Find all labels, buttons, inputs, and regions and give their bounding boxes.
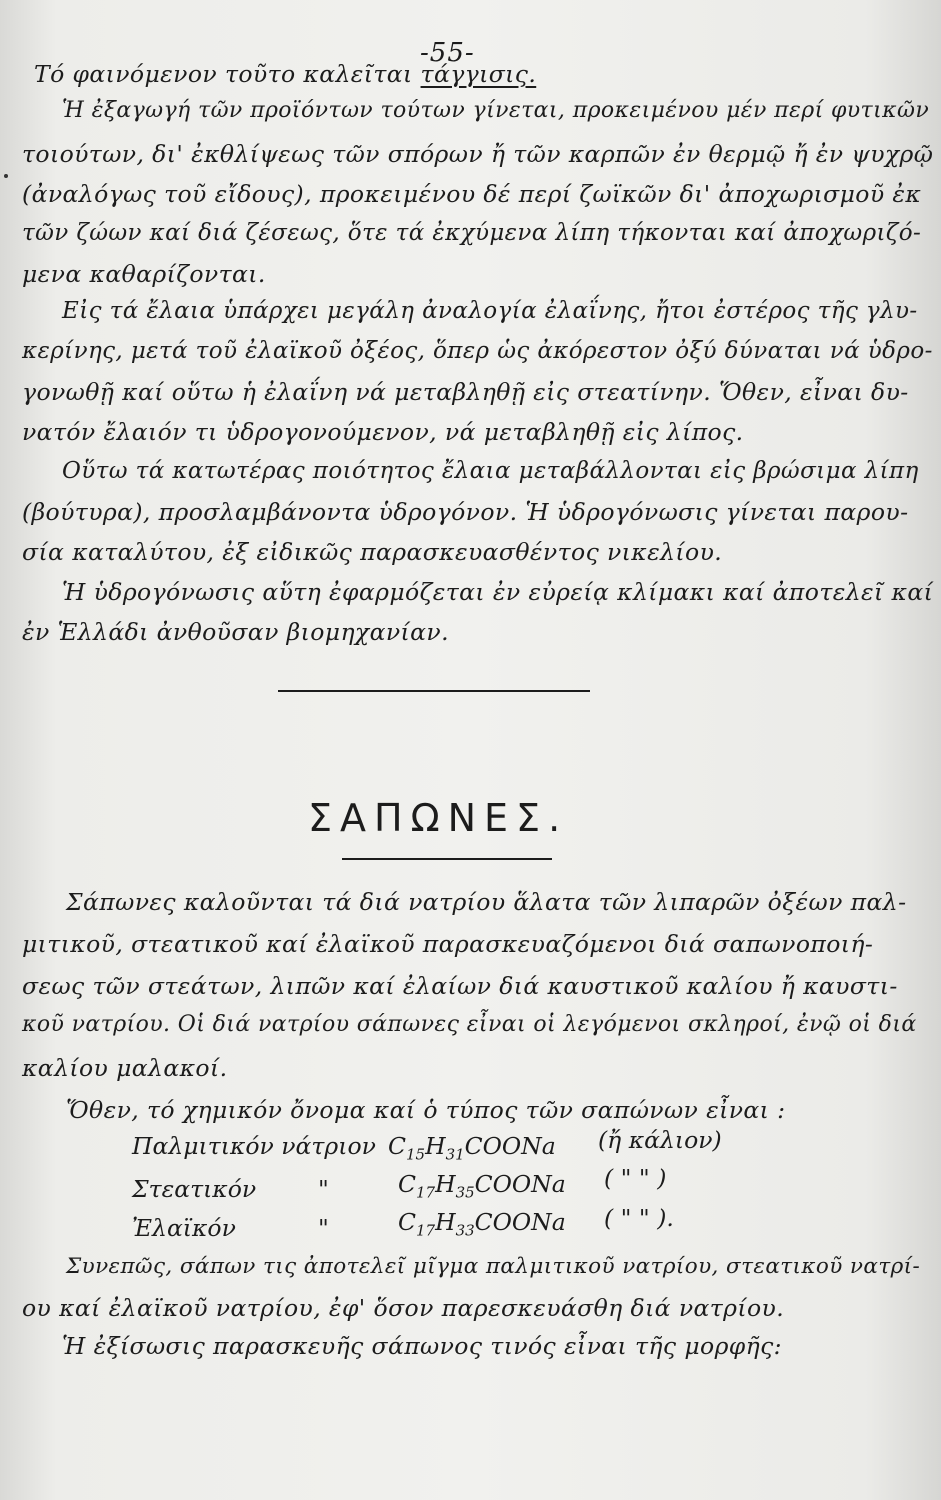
text-line: Οὕτω τά κατωτέρας ποιότητος ἔλαια μεταβάλλονται εἰς βρώσιμα λίπη <box>62 458 919 484</box>
text-line: Ὅθεν, τό χημικόν ὄνομα καί ὁ τύπος τῶν σαπώνων εἶναι : <box>66 1096 786 1124</box>
text-line: κοῦ νατρίου. Οἱ διά νατρίου σάπωνες εἶναι οἱ λεγόμενοι σκληροί, ἐνῷ οἱ διά <box>22 1012 917 1037</box>
text-line: τῶν ζώων καί διά ζέσεως, ὅτε τά ἐκχύμενα λίπη τήκονται καί ἀποχωριζό- <box>22 220 922 246</box>
formula-name: Παλμιτικόν νάτριον <box>132 1132 376 1160</box>
text-line: καλίου μαλακοί. <box>22 1054 228 1082</box>
chemical-formula: $C_{17}H_{33}COONa$ <box>398 1208 566 1240</box>
text-line: Ἡ ὑδρογόνωσις αὕτη ἐφαρμόζεται ἐν εὐρείᾳ κλίμακι καί ἀποτελεῖ καί <box>62 578 934 606</box>
text-line: τοιούτων, δι' ἐκθλίψεως τῶν σπόρων ἤ τῶν καρπῶν ἐν θερμῷ ἤ ἐν ψυχρῷ <box>22 140 934 168</box>
text-line: ἐν Ἑλλάδι ἀνθοῦσαν βιομηχανίαν. <box>22 618 449 646</box>
text-line: Συνεπῶς, σάπων τις ἀποτελεῖ μῖγμα παλμιτικοῦ νατρίου, στεατικοῦ νατρί- <box>66 1254 921 1279</box>
chemical-formula: $C_{15}H_{31}COONa$ <box>388 1132 556 1164</box>
text-line: σία καταλύτου, ἐξ εἰδικῶς παρασκευασθέντος νικελίου. <box>22 538 723 566</box>
formula-name: Ἐλαϊκόν <box>132 1214 236 1242</box>
page-number: -55- <box>420 38 475 68</box>
text-line: Τό φαινόμενον τοῦτο καλεῖται τάγγισις. <box>34 60 537 88</box>
ditto-mark: " <box>318 1214 329 1242</box>
margin-dot <box>4 174 8 178</box>
formula-note: ( " " ). <box>604 1204 674 1232</box>
text-line: Σάπωνες καλοῦνται τά διά νατρίου ἅλατα τῶν λιπαρῶν ὀξέων παλ- <box>66 888 907 916</box>
text-line: (βούτυρα), προσλαμβάνοντα ὑδρογόνον. Ἡ ὑδρογόνωσις γίνεται παρου- <box>22 498 909 526</box>
formula-note: ( " " ) <box>604 1164 667 1192</box>
text-line: μενα καθαρίζονται. <box>22 260 266 288</box>
text-line: Εἰς τά ἔλαια ὑπάρχει μεγάλη ἀναλογία ἐλαΐνης, ἤτοι ἐστέρος τῆς γλυ- <box>62 298 918 324</box>
ditto-mark: " <box>318 1175 329 1203</box>
section-divider <box>278 690 590 692</box>
formula-note: (ἤ κάλιον) <box>598 1126 722 1154</box>
text-line: ου καί ἐλαϊκοῦ νατρίου, ἐφ' ὅσον παρεσκευάσθη διά νατρίου. <box>22 1294 785 1322</box>
underlined-term: τάγγισις. <box>420 60 537 88</box>
chemical-formula: $C_{17}H_{35}COONa$ <box>398 1170 566 1202</box>
text-line: σεως τῶν στεάτων, λιπῶν καί ἐλαίων διά καυστικοῦ καλίου ἤ καυστι- <box>22 972 898 1000</box>
text-line: κερίνης, μετά τοῦ ἐλαϊκοῦ ὀξέος, ὅπερ ὡς ἀκόρεστον ὀξύ δύναται νά ὑδρο- <box>22 338 933 364</box>
text-line: νατόν ἔλαιόν τι ὑδρογονούμενον, νά μεταβληθῇ εἰς λίπος. <box>22 418 744 446</box>
formula-name: Στεατικόν <box>132 1175 257 1203</box>
heading-underline <box>342 858 552 860</box>
text-line: Ἡ ἐξίσωσις παρασκευῆς σάπωνος τινός εἶναι τῆς μορφῆς: <box>62 1332 782 1360</box>
text-line: (ἀναλόγως τοῦ εἴδους), προκειμένου δέ περί ζωϊκῶν δι' ἀποχωρισμοῦ ἐκ <box>22 180 922 208</box>
section-heading: ΣΑΠΩΝΕΣ. <box>308 796 569 840</box>
text-line: γονωθῇ καί οὕτω ἡ ἐλαΐνη νά μεταβληθῇ εἰς στεατίνην. Ὅθεν, εἶναι δυ- <box>22 378 909 406</box>
text-line: Ἡ ἐξαγωγή τῶν προϊόντων τούτων γίνεται, προκειμένου μέν περί φυτικῶν <box>62 98 930 123</box>
text-line: μιτικοῦ, στεατικοῦ καί ἐλαϊκοῦ παρασκευαζόμενοι διά σαπωνοποιή- <box>22 930 874 958</box>
